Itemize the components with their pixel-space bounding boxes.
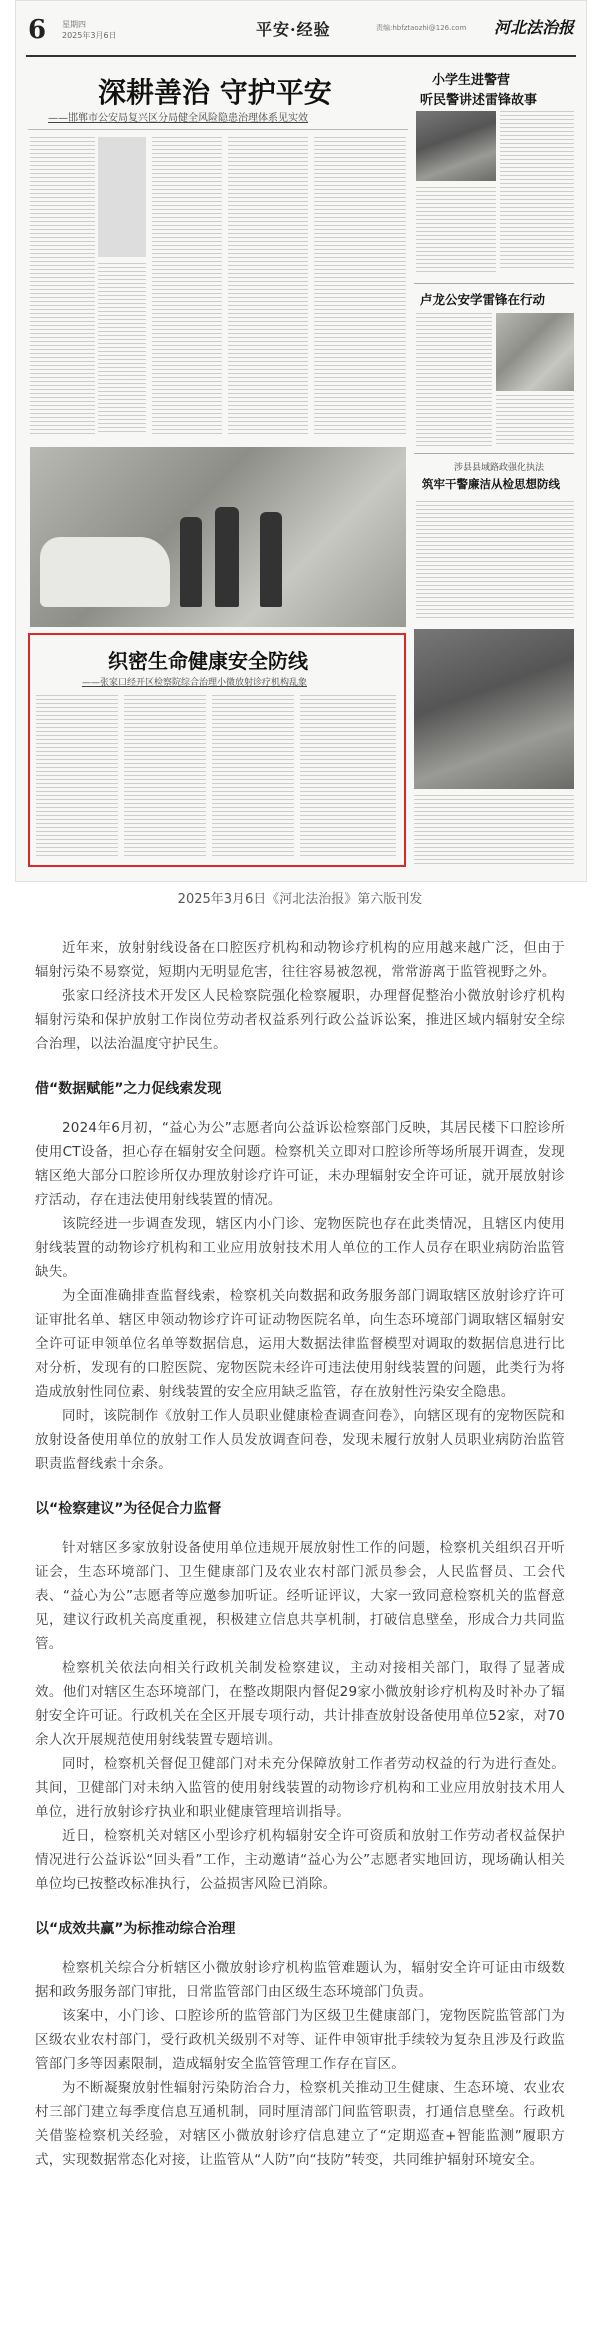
section-paragraph: 近日，检察机关对辖区小型诊疗机构辐射安全许可资质和放射工作劳动者权益保护情况进行公益诉讼“回头看”工作，主动邀请“益心为公”志愿者实地回访，现场确认相关单位均已按整改标准执行，公益损害风险已消除。 xyxy=(35,1828,565,1892)
section-paragraph: 同时，该院制作《放射工作人员职业健康检查调查问卷》，向辖区现有的宠物医院和放射设备使用单位的放射工作人员发放调查问卷，发现未履行放射人员职业病防治监管职责监督线索十余条。 xyxy=(35,1408,565,1472)
section-paragraph: 同时，检察机关督促卫健部门对未充分保障放射工作者劳动权益的行为进行查处。其间，卫健部门对未纳入监管的使用射线装置的动物诊疗机构和工业应用放射技术用人单位，进行放射诊疗执业和职业健康管理培训指导。 xyxy=(35,1756,565,1820)
sidebar2-headline xyxy=(414,283,574,308)
page-number: 6 xyxy=(28,15,47,45)
sidebar3-headline xyxy=(414,453,574,498)
section-paragraph: 该案中，小门诊、口腔诊所的监管部门为区级卫生健康部门，宠物医院监管部门为区级农业农村部门，受行政机关级别不对等、证件申领审批手续较为复杂且涉及行政监管部门多等因素限制，造成辐射安全监管管理工作存在盲区。 xyxy=(35,2008,565,2072)
story1-photo xyxy=(30,447,406,627)
newspaper-masthead xyxy=(16,1,586,65)
section-paragraph: 2024年6月初，“益心为公”志愿者向公益诉讼检察部门反映，其居民楼下口腔诊所使用CT设备，担心存在辐射安全问题。检察机关立即对口腔诊所等场所展开调查，发现辖区绝大部分口腔诊所仅办理放射诊疗许可证，未办理辐射安全许可证，就开展放射诊疗活动，存在违法使用射线装置的情况。 xyxy=(35,1120,565,1208)
story2-text-column xyxy=(212,695,294,857)
highlighted-article-frame xyxy=(28,633,406,867)
section-heading: 以“检察建议”为径促合力监督 xyxy=(35,1501,222,1517)
story1-subtitle: ——邯郸市公安局复兴区分局健全风险隐患治理体系见实效 xyxy=(48,113,308,124)
intro-paragraph: 近年来，放射射线设备在口腔医疗机构和动物诊疗机构的应用越来越广泛，但由于辐射污染不易察觉，短期内无明显危害，往往容易被忽视，常常游离于监管视野之外。 xyxy=(35,940,565,980)
figure-caption: 2025年3月6日《河北法治报》第六版刊发 xyxy=(177,892,423,907)
story2-text-column xyxy=(36,695,118,857)
story1-text-column xyxy=(98,263,146,433)
sidebar2-text xyxy=(416,313,492,447)
sidebar1-text xyxy=(500,111,574,271)
editor-contact: 责编:hbfztaozhi@126.com xyxy=(376,24,467,32)
sidebar2-photo xyxy=(496,313,574,391)
sidebar1-photo xyxy=(416,111,496,181)
section-heading: 以“成效共赢”为标推动综合治理 xyxy=(35,1921,236,1937)
intro-paragraph: 张家口经济技术开发区人民检察院强化检察履职，办理督促整治小微放射诊疗机构辐射污染和保护放射工作岗位劳动者权益系列行政公益诉讼案，推进区域内辐射安全综合治理，以法治温度守护民生。 xyxy=(35,988,565,1052)
section-name: 平安·经验 xyxy=(256,20,331,39)
section-paragraph: 检察机关依法向相关行政机关制发检察建议，主动对接相关部门，取得了显著成效。他们对辖区生态环境部门，在整改期限内督促29家小微放射诊疗机构及时补办了辐射安全许可证。行政机关在全区开展专项行动，共计排查放射设备使用单位52家，对70余人次开展规范使用射线装置专题培训。 xyxy=(35,1660,565,1748)
section-paragraph: 为全面准确排查监督线索，检察机关向数据和政务服务部门调取辖区放射诊疗许可证审批名单、辖区申领动物诊疗许可证动物医院名单，向生态环境部门调取辖区辐射安全许可证申领单位名单等数据信息，运用大数据法律监督模型对调取的数据信息进行比对分析，发现有的口腔医院、宠物医院未经许可违法使用射线装置的问题，此类行为将造成放射性同位素、射线装置的安全应用缺乏监管，存在放射性污染安全隐患。 xyxy=(35,1288,565,1400)
section-paragraph: 针对辖区多家放射设备使用单位违规开展放射性工作的问题，检察机关组织召开听证会，生态环境部门、卫生健康部门及农业农村部门派员参会，人民监督员、工会代表、“益心为公”志愿者等应邀参加听证。经听证评议，大家一致同意检察机关的监督意见，建议行政机关高度重视，积极建立信息共享机制，打破信息壁垒，形成合力共同监管。 xyxy=(35,1540,565,1652)
sidebar3-text xyxy=(414,795,574,865)
sidebar1-title-line1: 小学生进警营 xyxy=(432,73,511,88)
sidebar1-text xyxy=(416,187,496,273)
story1-text-column xyxy=(30,137,95,437)
newspaper-page-image xyxy=(15,0,587,882)
sidebar3-photo xyxy=(414,629,574,789)
issue-date-text: 2025年3月6日 xyxy=(62,31,117,40)
sidebar1-title-line2: 听民警讲述雷锋故事 xyxy=(420,93,538,108)
sidebar2-text xyxy=(496,395,574,447)
issue-date xyxy=(62,19,117,41)
story2-text-column xyxy=(300,695,396,857)
story1-headline-block xyxy=(28,67,408,130)
story1-photo-small xyxy=(98,137,146,257)
story2-title: 织密生命健康安全防线 xyxy=(108,649,308,673)
story1-text-column xyxy=(228,137,308,437)
section-paragraph: 为不断凝聚放射性辐射污染防治合力，检察机关推动卫生健康、生态环境、农业农村三部门建立每季度信息互通机制，同时厘清部门间监管职责，打通信息壁垒。行政机关借鉴检察机关经验，对辖区小微放射诊疗信息建立了“定期巡查+智能监测”履职方式，实现数据常态化对接，让监管从“人防”向“技防”转变，共同维护辐射环境安全。 xyxy=(35,2080,565,2168)
sidebar3-text xyxy=(416,501,574,621)
newspaper-logo: 河北法治报 xyxy=(493,18,574,37)
story2-text-column xyxy=(124,695,206,857)
issue-weekday: 星期四 xyxy=(62,20,86,29)
story1-text-column xyxy=(314,137,406,437)
sidebar3-kicker: 涉县县域路政强化执法 xyxy=(454,463,545,473)
section-paragraph: 该院经进一步调查发现，辖区内小门诊、宠物医院也存在此类情况，且辖区内使用射线装置的动物诊疗机构和工业应用放射技术用人单位的工作人员存在职业病防治监管缺失。 xyxy=(35,1216,565,1280)
article-body xyxy=(35,936,565,2172)
section-heading: 借“数据赋能”之力促线索发现 xyxy=(35,1081,222,1097)
sidebar2-title: 卢龙公安学雷锋在行动 xyxy=(420,292,546,307)
story2-subtitle: ——张家口经开区检察院综合治理小微放射诊疗机构乱象 xyxy=(82,678,308,688)
sidebar3-title: 筑牢干警廉洁从检思想防线 xyxy=(422,477,560,491)
section-paragraph: 检察机关综合分析辖区小微放射诊疗机构监管难题认为，辐射安全许可证由市级数据和政务服务部门审批，日常监管部门由区级生态环境部门负责。 xyxy=(35,1960,565,2000)
story1-text-column xyxy=(152,137,222,437)
story1-title: 深耕善治 守护平安 xyxy=(98,76,332,109)
masthead-rule xyxy=(26,55,576,57)
